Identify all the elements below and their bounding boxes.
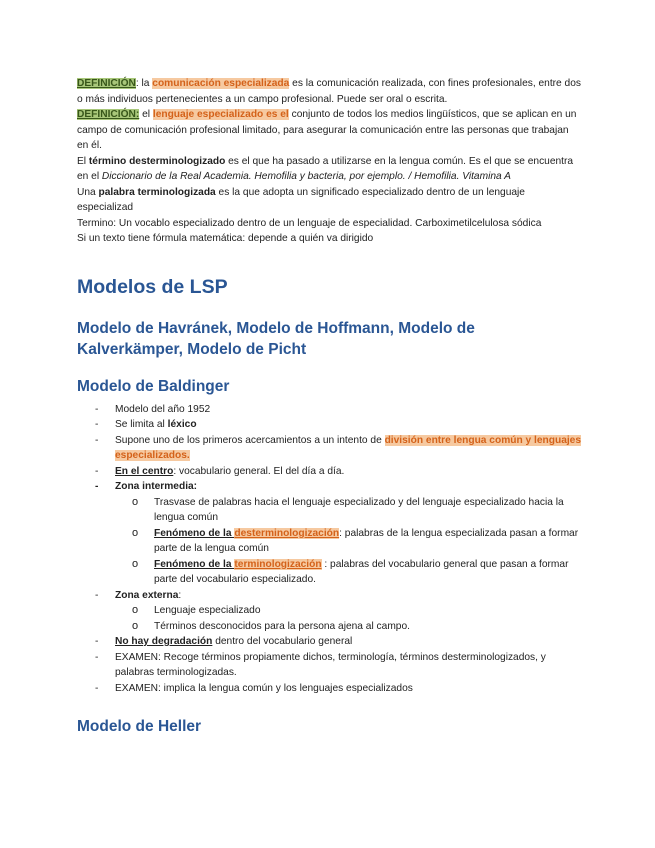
list-item-zona-externa	[95, 588, 582, 635]
list-item	[95, 464, 582, 480]
list-item-text: Trasvase de palabras hacia el lenguaje especializado y del lenguaje especializado hacia la lengua común	[154, 496, 564, 523]
baldinger-list	[77, 402, 582, 697]
definition-paragraph-language	[77, 107, 582, 154]
heading-modelo-baldinger: Modelo de Baldinger	[77, 377, 230, 395]
heading-modelo-heller: Modelo de Heller	[77, 718, 202, 735]
text-span: es la comunicación realizada, con fines profesionales, entre dos o más individuos pertenecientes a un campo profesional. Puede ser oral o escrita.	[77, 78, 581, 105]
list-item	[95, 402, 582, 418]
heading-modelos-havranek: Modelo de Havránek, Modelo de Hoffmann, Modelo de Kalverkämper, Modelo de Picht	[77, 319, 475, 358]
sub-list-item	[132, 619, 582, 635]
list-item	[95, 681, 582, 697]
sub-list-item	[132, 557, 582, 588]
dash-bullet: -	[95, 403, 99, 415]
list-item-text: :	[178, 589, 182, 601]
paragraph-termino: Termino: Un vocablo especializado dentro de un lenguaje de especialidad. Carboximetilcelulosa sódica	[77, 217, 542, 229]
dash-bullet: -	[95, 434, 99, 446]
definition-label: DEFINICIÓN	[77, 78, 136, 89]
list-item-text: Supone uno de los primeros acercamientos a un intento de	[115, 434, 385, 446]
list-item-text: Se limita al	[115, 419, 168, 430]
bold-term: En el centro	[115, 465, 174, 477]
circle-bullet: o	[132, 557, 139, 570]
circle-bullet: o	[132, 526, 139, 539]
list-item	[95, 417, 582, 433]
highlighted-term: desterminologización	[234, 527, 340, 539]
paragraph-terminologizada	[77, 185, 582, 216]
list-item	[95, 650, 582, 681]
bold-term: Fenómeno de la	[154, 527, 235, 539]
text-span: : la	[135, 78, 153, 89]
highlighted-term: comunicación especializada	[152, 78, 290, 89]
bold-term: término desterminologizado	[88, 155, 226, 167]
document-content	[77, 76, 582, 737]
paragraph-desterminologizado	[77, 154, 582, 185]
sub-list-item	[132, 526, 582, 557]
circle-bullet: o	[132, 495, 139, 508]
bold-term: No hay degradación	[115, 636, 213, 647]
text-span: El	[77, 155, 89, 167]
dash-bullet: -	[95, 465, 99, 477]
bold-term: léxico	[167, 419, 197, 430]
list-item-zona-intermedia	[95, 479, 582, 588]
definition-label: DEFINICIÓN:	[77, 109, 140, 120]
list-item-text: : vocabulario general. El del día a día.	[173, 465, 345, 477]
dash-bullet: -	[95, 419, 99, 430]
list-item-text: dentro del vocabulario general	[212, 636, 353, 647]
list-item-text: : palabras del vocabulario general que pasan a formar parte del vocabulario especializado.	[154, 558, 569, 585]
sub-list-item	[132, 495, 582, 526]
text-span: es el que ha pasado a utilizarse en la lengua común. Es el que se encuentra en el	[77, 155, 574, 182]
list-item-text: EXAMEN: implica la lengua común y los lenguajes especializados	[115, 682, 413, 694]
sub-list-item	[132, 603, 582, 619]
highlighted-term: lenguaje especializado es el	[152, 109, 289, 120]
highlighted-term: división entre lengua común y lenguajes especializados.	[115, 434, 582, 461]
heading-modelos-lsp: Modelos de LSP	[77, 275, 228, 298]
bold-dash-bullet: -	[95, 481, 99, 492]
list-item	[95, 634, 582, 650]
list-item	[95, 433, 582, 464]
text-span: es la que adopta un significado especializado dentro de un lenguaje especializad	[77, 186, 525, 213]
list-item-text: EXAMEN: Recoge términos propiamente dichos, terminología, términos desterminologizados, y palabras terminologizadas.	[115, 651, 546, 678]
list-item-text: Lenguaje especializado	[154, 605, 261, 616]
dash-bullet: -	[95, 589, 99, 601]
dash-bullet: -	[95, 636, 99, 647]
dash-bullet: -	[95, 651, 99, 663]
text-span: el	[139, 109, 153, 120]
list-item-text: : palabras de la lengua especializada pasan a formar parte de la lengua común	[154, 527, 579, 554]
paragraph-formula: Si un texto tiene fórmula matemática: depende a quién va dirigido	[77, 233, 374, 244]
text-span: conjunto de todos los medios lingüísticos, que se aplican en un campo de comunicación profesional limitado, para asegurar la comunicación entre las personas que trabajan en él.	[77, 109, 577, 151]
bold-term: Fenómeno de la	[154, 558, 235, 570]
sub-list	[115, 495, 582, 588]
bold-term: Zona externa	[115, 589, 179, 601]
circle-bullet: o	[132, 619, 139, 632]
circle-bullet: o	[132, 604, 139, 616]
bold-term: palabra terminologizada	[98, 186, 216, 198]
dash-bullet: -	[95, 682, 99, 694]
definition-paragraph-communication	[77, 76, 582, 107]
list-item-text: Modelo del año 1952	[115, 403, 211, 415]
text-span: Una	[77, 186, 99, 198]
list-item-text: Términos desconocidos para la persona ajena al campo.	[154, 620, 410, 632]
bold-term: Zona intermedia:	[115, 481, 198, 492]
sub-list	[115, 603, 582, 634]
highlighted-term: terminologización	[234, 558, 322, 570]
italic-text: Diccionario de la Real Academia. Hemofilia y bacteria, por ejemplo. / Hemofilia. Vitamina A	[101, 171, 511, 182]
